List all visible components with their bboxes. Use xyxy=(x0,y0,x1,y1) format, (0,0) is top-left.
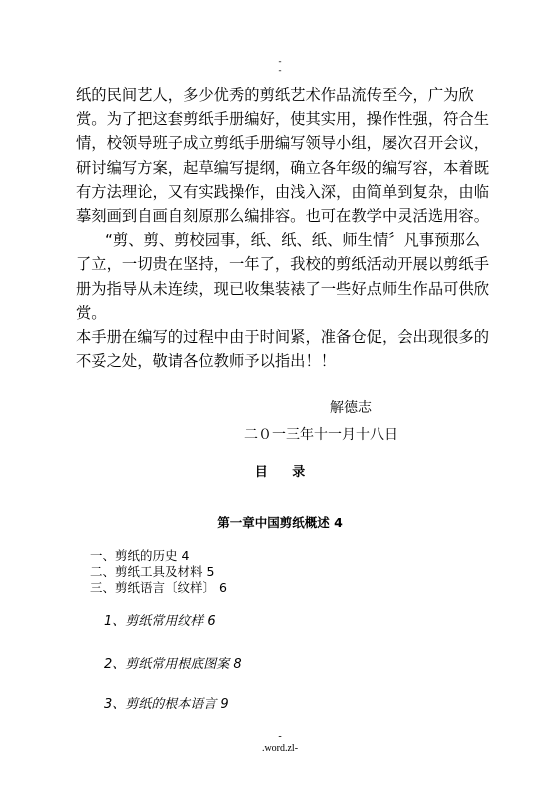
preface-body xyxy=(76,83,492,373)
paragraph-3: 本手册在编写的过程中由于时间紧，准备仓促，会出现很多的不妥之处，敬请各位教师予以指出！！ xyxy=(76,328,490,371)
paragraph-1: 纸的民间艺人，多少优秀的剪纸艺术作品流传至今，广为欣赏。为了把这套剪纸手册编好，使其实用，操作性强，符合生情，校领导班子成立剪纸手册编写领导小组，屡次召开会议，研讨编写方案，起草编写提纲，确立各年级的编写容，本着既有方法理论，又有实践操作，由浅入深，由简单到复杂，由临摹刻画到自画自刻原那么编排容。也可在教学中灵活选用容。 xyxy=(76,86,490,226)
toc-subsection-1[interactable]: 1、剪纸常用纹样 6 xyxy=(104,614,216,629)
header-mark-2: - xyxy=(278,65,282,75)
author-name: 解德志 xyxy=(330,400,372,416)
toc-section-2[interactable]: 二、剪纸工具及材料 5 xyxy=(90,564,215,579)
toc-section-3[interactable]: 三、剪纸语言〔纹样〕 6 xyxy=(90,580,227,595)
toc-subsection-2[interactable]: 2、剪纸常用根底图案 8 xyxy=(104,657,242,672)
footer-text: .word.zl- xyxy=(261,743,299,754)
toc-chapter-1[interactable]: 第一章中国剪纸概述 4 xyxy=(217,515,343,530)
footer-dash: - xyxy=(278,731,282,742)
toc-title: 目 录 xyxy=(254,465,306,480)
signature-date: 二０一三年十一月十八日 xyxy=(244,427,398,443)
toc-section-1[interactable]: 一、剪纸的历史 4 xyxy=(90,548,190,563)
toc-subsection-3[interactable]: 3、剪纸的根本语言 9 xyxy=(104,697,229,712)
header-mark-1: - xyxy=(278,56,282,66)
page-header xyxy=(0,57,560,75)
paragraph-2: “剪、剪、剪校园事，纸、纸、纸、师生情〞凡事预那么了立，一切贵在坚持，一年了，我校的剪纸活动开展以剪纸手册为指导从未连续，现已收集装裱了一些好点师生作品可供欣赏。 xyxy=(76,231,490,322)
